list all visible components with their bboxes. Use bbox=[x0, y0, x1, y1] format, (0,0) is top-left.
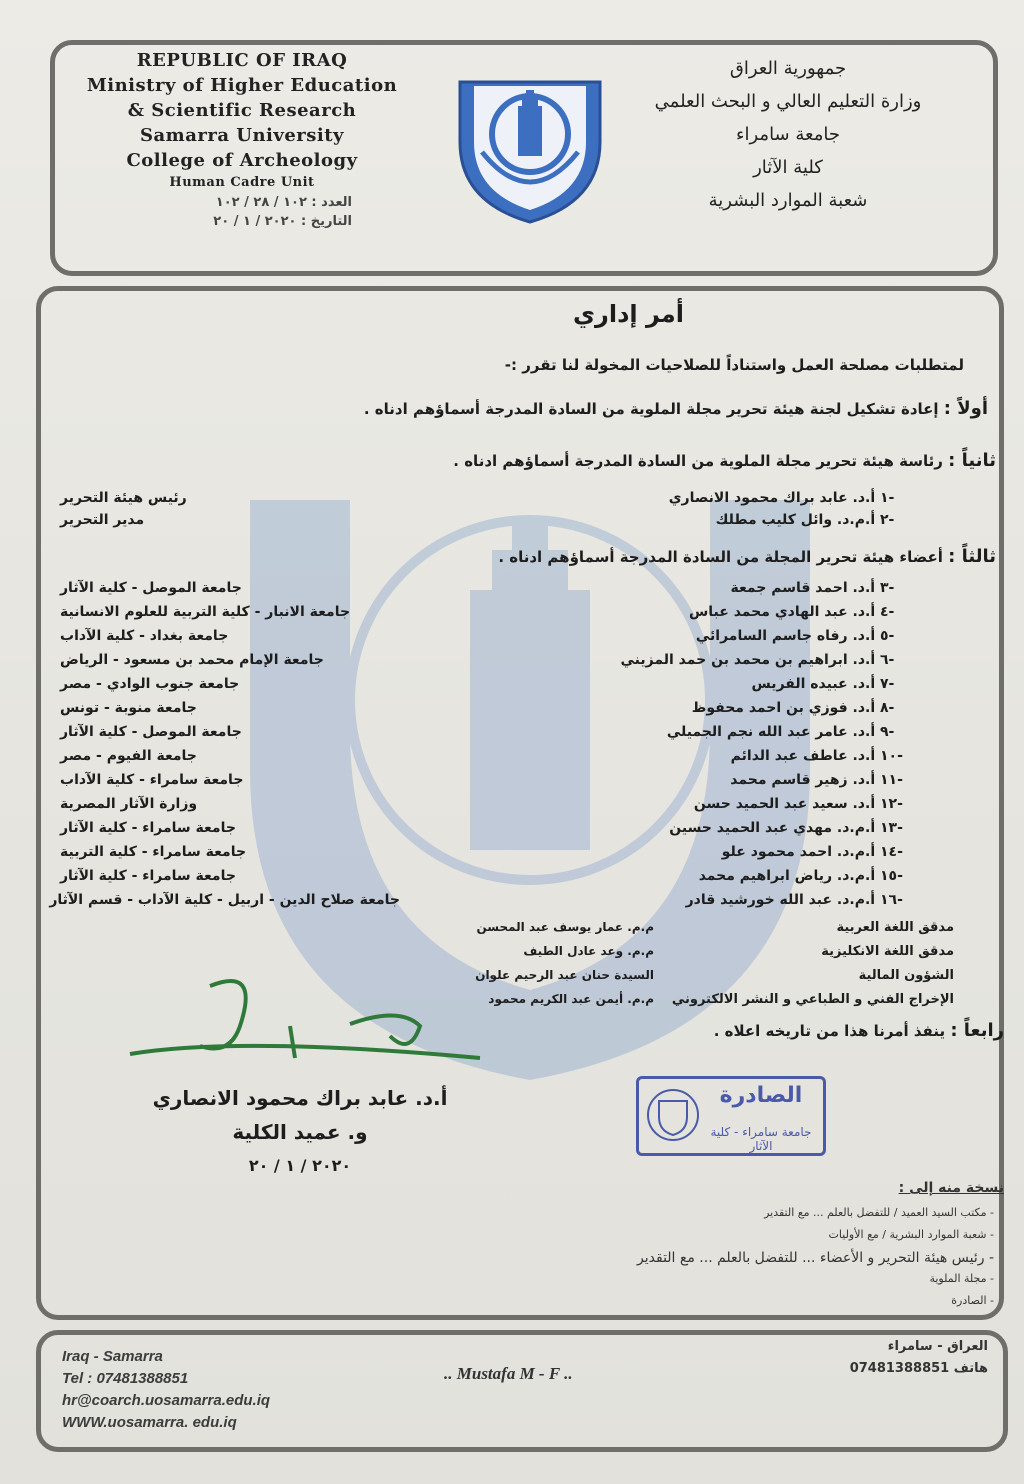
member-name: أ.د. زهير قاسم محمد bbox=[730, 772, 876, 788]
member-name: أ.م.د. مهدي عبد الحميد حسين bbox=[669, 820, 876, 836]
footer-email: hr@coarch.uosamarra.edu.iq bbox=[62, 1392, 271, 1409]
en-line-6: Human Cadre Unit bbox=[169, 175, 315, 190]
clause-fourth bbox=[714, 1020, 1004, 1041]
outgoing-stamp bbox=[636, 1076, 826, 1156]
member-number: -٧ bbox=[880, 676, 895, 692]
staff-role: الشؤون المالية bbox=[858, 968, 954, 983]
member-number: -٩ bbox=[880, 724, 895, 740]
arabic-letterhead bbox=[618, 52, 958, 217]
staff-name: م.م. وعد عادل الطيف bbox=[523, 944, 654, 958]
footer-location-ar: العراق - سامراء bbox=[887, 1339, 988, 1354]
member-name: أ.د. عبيده الفريس bbox=[751, 676, 876, 692]
en-line-1: REPUBLIC OF IRAQ bbox=[136, 50, 348, 71]
member-number: -١٦ bbox=[880, 892, 903, 908]
copy-recipient: - شعبة الموارد البشرية / مع الأوليات bbox=[828, 1228, 994, 1241]
member-affiliation: جامعة سامراء - كلية التربية bbox=[60, 844, 247, 860]
ar-line-5: شعبة الموارد البشرية bbox=[708, 190, 868, 211]
clause-third bbox=[498, 546, 996, 567]
footer-website: WWW.uosamarra. edu.iq bbox=[62, 1414, 237, 1431]
member-affiliation: جامعة سامراء - كلية الآثار bbox=[60, 868, 236, 884]
list-item: -٢ أ.م.د. وائل كليب مطلك bbox=[715, 512, 895, 528]
member-number: -٣ bbox=[880, 580, 895, 596]
member-number: -١٣ bbox=[880, 820, 903, 836]
member-number: -٦ bbox=[880, 652, 895, 668]
list-item: -١ أ.د. عابد براك محمود الانصاري bbox=[668, 490, 895, 506]
member-affiliation: جامعة سامراء - كلية الآداب bbox=[60, 772, 244, 788]
clause-fourth-label: رابعاً : bbox=[950, 1020, 1004, 1041]
stamp-title: الصادرة bbox=[719, 1083, 803, 1108]
stamp-subtitle: جامعة سامراء - كلية الآثار bbox=[710, 1125, 812, 1153]
member-name: أ.م.د. عبد الله خورشيد قادر bbox=[685, 892, 876, 908]
member-name: أ.د. سعيد عبد الحميد حسن bbox=[693, 796, 876, 812]
member-role: مدير التحرير bbox=[60, 512, 145, 528]
member-affiliation: جامعة الإمام محمد بن مسعود - الرياض bbox=[60, 652, 324, 668]
member-affiliation: وزارة الآثار المصرية bbox=[60, 796, 198, 812]
member-number: -٥ bbox=[880, 628, 895, 644]
copies-heading: نسخة منه إلى : bbox=[898, 1180, 1004, 1196]
seal-icon bbox=[645, 1087, 701, 1143]
member-affiliation: جامعة الموصل - كلية الآثار bbox=[60, 580, 242, 596]
member-name: أ.د. فوزي بن احمد محفوظ bbox=[691, 700, 876, 716]
member-number: -٨ bbox=[880, 700, 895, 716]
footer-location: Iraq - Samarra bbox=[62, 1348, 163, 1365]
member-number: -١٢ bbox=[880, 796, 903, 812]
clause-fourth-text: ينفذ أمرنا هذا من تاريخه اعلاه . bbox=[713, 1022, 946, 1040]
member-name: أ.د. عبد الهادي محمد عباس bbox=[688, 604, 876, 620]
member-affiliation: جامعة الفيوم - مصر bbox=[60, 748, 197, 764]
staff-name: م.م. عمار يوسف عبد المحسن bbox=[476, 920, 654, 934]
copy-recipient: - مكتب السيد العميد / للتفضل بالعلم ... مع التقدير bbox=[764, 1206, 994, 1219]
staff-name: السيدة حنان عبد الرحيم علوان bbox=[475, 968, 654, 982]
signatory-title: و. عميد الكلية bbox=[232, 1120, 368, 1144]
list-item bbox=[752, 676, 914, 692]
list-item bbox=[699, 868, 914, 884]
clause-third-text: أعضاء هيئة تحرير المجلة من السادة المدرجة أسماؤهم ادناه . bbox=[498, 548, 943, 566]
member-affiliation: جامعة بغداد - كلية الآداب bbox=[60, 628, 229, 644]
ar-line-2: وزارة التعليم العالي و البحث العلمي bbox=[654, 91, 922, 112]
staff-role: الإخراج الفني و الطباعي و النشر الالكتروني bbox=[671, 992, 954, 1007]
member-name: أ.د. ابراهيم بن محمد بن حمد المزيني bbox=[620, 652, 876, 668]
list-item bbox=[722, 844, 914, 860]
signatory-name: أ.د. عابد براك محمود الانصاري bbox=[152, 1086, 448, 1110]
handwritten-signature bbox=[120, 966, 500, 1076]
member-name: أ.م.د. احمد محمود علو bbox=[721, 844, 876, 860]
clause-third-label: ثالثاً : bbox=[948, 546, 996, 567]
order-title: أمر إداري bbox=[573, 300, 684, 328]
order-intro: لمتطلبات مصلحة العمل واستناداً للصلاحيات المخولة لنا تقرر :- bbox=[504, 356, 964, 374]
en-line-2: Ministry of Higher Education bbox=[86, 75, 398, 96]
list-item bbox=[694, 796, 914, 812]
footer-phone-ar: هاتف 07481388851 bbox=[849, 1361, 988, 1376]
list-item bbox=[731, 748, 914, 764]
member-affiliation: جامعة الانبار - كلية التربية للعلوم الانسانية bbox=[60, 604, 351, 620]
list-item bbox=[667, 724, 914, 740]
member-affiliation: جامعة جنوب الوادي - مصر bbox=[60, 676, 240, 692]
member-affiliation: جامعة صلاح الدين - اربيل - كلية الآداب - قسم الآثار bbox=[49, 892, 400, 908]
member-role: رئيس هيئة التحرير bbox=[60, 490, 187, 506]
member-number: -٤ bbox=[880, 604, 895, 620]
footer-contact-right bbox=[850, 1336, 988, 1380]
staff-role: مدقق اللغة العربية bbox=[836, 920, 954, 935]
ar-line-4: كلية الآثار bbox=[753, 157, 823, 178]
list-item bbox=[730, 580, 914, 596]
footer-contact-left bbox=[62, 1346, 270, 1434]
member-number: -١٠ bbox=[880, 748, 903, 764]
member-name: أ.د. رفاه جاسم السامرائي bbox=[695, 628, 876, 644]
english-letterhead bbox=[62, 48, 422, 231]
list-item bbox=[669, 820, 914, 836]
staff-role: مدقق اللغة الانكليزية bbox=[821, 944, 954, 959]
member-number: -١٥ bbox=[880, 868, 903, 884]
list-item bbox=[621, 652, 915, 668]
member-name: أ.د. عاطف عبد الدائم bbox=[730, 748, 876, 764]
list-item bbox=[692, 700, 914, 716]
copy-recipient: - مجلة الملوية bbox=[929, 1272, 994, 1285]
clause-second bbox=[453, 450, 996, 471]
clause-second-label: ثانياً : bbox=[948, 450, 996, 471]
signatory-date: ٢٠٢٠ / ١ / ٢٠ bbox=[248, 1156, 352, 1175]
reference-date: التاريخ : ٢٠٢٠ / ١ / ٢٠ bbox=[213, 214, 352, 229]
clause-first bbox=[364, 398, 988, 419]
list-item bbox=[730, 772, 914, 788]
member-number: -١١ bbox=[880, 772, 903, 788]
reference-number: العدد : ١٠٢ / ٢٨ / ١٠٢ bbox=[215, 195, 352, 210]
member-name: أ.د. عامر عبد الله نجم الجميلي bbox=[666, 724, 876, 740]
staff-name: م.م. أيمن عبد الكريم محمود bbox=[488, 992, 654, 1006]
footer-author: .. Mustafa M - F .. bbox=[444, 1364, 573, 1383]
member-number: -١٤ bbox=[880, 844, 903, 860]
footer-phone: Tel : 07481388851 bbox=[62, 1370, 189, 1387]
member-name: أ.م.د. رياض ابراهيم محمد bbox=[698, 868, 876, 884]
university-logo-icon bbox=[452, 72, 608, 228]
member-affiliation: جامعة سامراء - كلية الآثار bbox=[60, 820, 236, 836]
list-item bbox=[696, 628, 914, 644]
list-item bbox=[689, 604, 914, 620]
copy-recipient: - رئيس هيئة التحرير و الأعضاء ... للتفضل بالعلم ... مع التقدير bbox=[637, 1250, 994, 1266]
en-line-5: College of Archeology bbox=[126, 150, 358, 171]
en-line-3: & Scientific Research bbox=[127, 100, 357, 121]
en-line-4: Samarra University bbox=[139, 125, 345, 146]
copy-recipient: - الصادرة bbox=[951, 1294, 994, 1307]
clause-second-text: رئاسة هيئة تحرير مجلة الملوية من السادة المدرجة أسماؤهم ادناه . bbox=[453, 452, 943, 470]
ar-line-3: جامعة سامراء bbox=[736, 124, 840, 145]
clause-first-text: إعادة تشكيل لجنة هيئة تحرير مجلة الملوية من السادة المدرجة أسماؤهم ادناه . bbox=[363, 400, 939, 418]
member-affiliation: جامعة الموصل - كلية الآثار bbox=[60, 724, 242, 740]
list-item bbox=[686, 892, 914, 908]
clause-first-label: أولاً : bbox=[943, 398, 988, 419]
ar-line-1: جمهورية العراق bbox=[729, 58, 847, 79]
member-affiliation: جامعة منوبة - تونس bbox=[60, 700, 197, 716]
member-name: أ.د. احمد قاسم جمعة bbox=[730, 580, 876, 596]
